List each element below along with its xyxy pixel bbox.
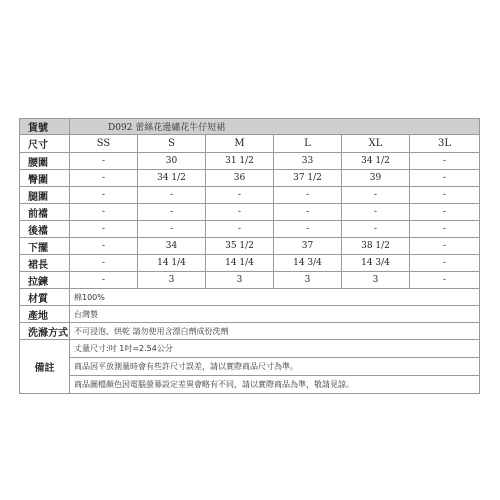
product-code: D092 蕾絲花邊繡花牛仔短裙 (70, 119, 480, 135)
info-value: 不可浸泡、烘乾 請勿使用含漂白劑成份洗劑 (70, 323, 480, 340)
measurement-value: - (410, 153, 480, 170)
measurement-label: 拉鍊 (20, 272, 70, 289)
measurement-value: - (70, 187, 138, 204)
measurement-value: - (70, 255, 138, 272)
measurement-row (20, 255, 480, 272)
size-chart-sheet (19, 118, 479, 394)
measurement-value: - (206, 204, 274, 221)
measurement-value: - (342, 204, 410, 221)
measurement-value: 3 (206, 272, 274, 289)
info-label: 產地 (20, 306, 70, 323)
measurement-value: - (342, 187, 410, 204)
size-chart-body (20, 119, 480, 394)
info-value: 棉100% (70, 289, 480, 306)
measurement-label: 腰圍 (20, 153, 70, 170)
measurement-value: - (274, 187, 342, 204)
measurement-value: 34 (138, 238, 206, 255)
note-line: 商品因平放測量時會有些許尺寸誤差，請以實際商品尺寸為準。 (70, 358, 479, 376)
measurement-label: 下擺 (20, 238, 70, 255)
measurement-value: 3 (274, 272, 342, 289)
measurement-value: - (70, 238, 138, 255)
measurement-value: - (410, 238, 480, 255)
measurement-value: 3 (342, 272, 410, 289)
measurement-row (20, 204, 480, 221)
note-line: 丈量尺寸:吋 1吋=2.54公分 (70, 340, 479, 358)
measurement-value: 34 1/2 (138, 170, 206, 187)
measurement-value: - (274, 204, 342, 221)
notes-row (20, 340, 480, 394)
size-label: 尺寸 (20, 135, 70, 153)
measurement-value: - (342, 221, 410, 238)
measurement-value: - (70, 153, 138, 170)
measurement-value: 14 1/4 (138, 255, 206, 272)
product-row (20, 119, 480, 135)
info-label: 洗滌方式 (20, 323, 70, 340)
size-header-cell: XL (342, 135, 410, 153)
size-header-cell: SS (70, 135, 138, 153)
measurement-value: - (410, 221, 480, 238)
measurement-value: 30 (138, 153, 206, 170)
measurement-value: 38 1/2 (342, 238, 410, 255)
measurement-value: - (138, 204, 206, 221)
info-value: 台灣製 (70, 306, 480, 323)
measurement-value: - (70, 272, 138, 289)
measurement-label: 腿圍 (20, 187, 70, 204)
measurement-value: - (410, 187, 480, 204)
measurement-value: - (138, 221, 206, 238)
info-row (20, 323, 480, 340)
measurement-row (20, 187, 480, 204)
measurement-value: 33 (274, 153, 342, 170)
size-header-cell: M (206, 135, 274, 153)
measurement-row (20, 238, 480, 255)
measurement-value: - (274, 221, 342, 238)
measurement-value: - (410, 272, 480, 289)
measurement-value: 35 1/2 (206, 238, 274, 255)
product-label: 貨號 (20, 119, 70, 135)
measurement-value: - (206, 187, 274, 204)
measurement-value: 31 1/2 (206, 153, 274, 170)
measurement-value: - (206, 221, 274, 238)
measurement-value: - (138, 187, 206, 204)
size-header-cell: L (274, 135, 342, 153)
size-chart-table (19, 118, 480, 394)
size-header-cell: S (138, 135, 206, 153)
measurement-value: - (410, 255, 480, 272)
info-label: 材質 (20, 289, 70, 306)
info-row (20, 306, 480, 323)
measurement-value: 14 3/4 (342, 255, 410, 272)
measurement-row (20, 221, 480, 238)
size-header-row (20, 135, 480, 153)
measurement-value: - (410, 204, 480, 221)
measurement-value: 37 (274, 238, 342, 255)
measurement-label: 後襠 (20, 221, 70, 238)
measurement-value: 34 1/2 (342, 153, 410, 170)
measurement-label: 臀圍 (20, 170, 70, 187)
measurement-row (20, 272, 480, 289)
info-row (20, 289, 480, 306)
note-line: 商品圖檔顏色因電腦螢幕設定差異會略有不同，請以實際商品為準，敬請見諒。 (74, 380, 354, 389)
measurement-value: 3 (138, 272, 206, 289)
measurement-value: 36 (206, 170, 274, 187)
measurement-value: 39 (342, 170, 410, 187)
measurement-value: - (70, 221, 138, 238)
measurement-value: - (70, 204, 138, 221)
measurement-label: 前襠 (20, 204, 70, 221)
measurement-value: 14 3/4 (274, 255, 342, 272)
measurement-label: 裙長 (20, 255, 70, 272)
measurement-row (20, 153, 480, 170)
notes-label: 備註 (20, 340, 70, 394)
measurement-value: 14 1/4 (206, 255, 274, 272)
measurement-value: - (70, 170, 138, 187)
measurement-value: - (410, 170, 480, 187)
measurement-row (20, 170, 480, 187)
measurement-value: 37 1/2 (274, 170, 342, 187)
size-header-cell: 3L (410, 135, 480, 153)
notes-cell (70, 340, 480, 394)
